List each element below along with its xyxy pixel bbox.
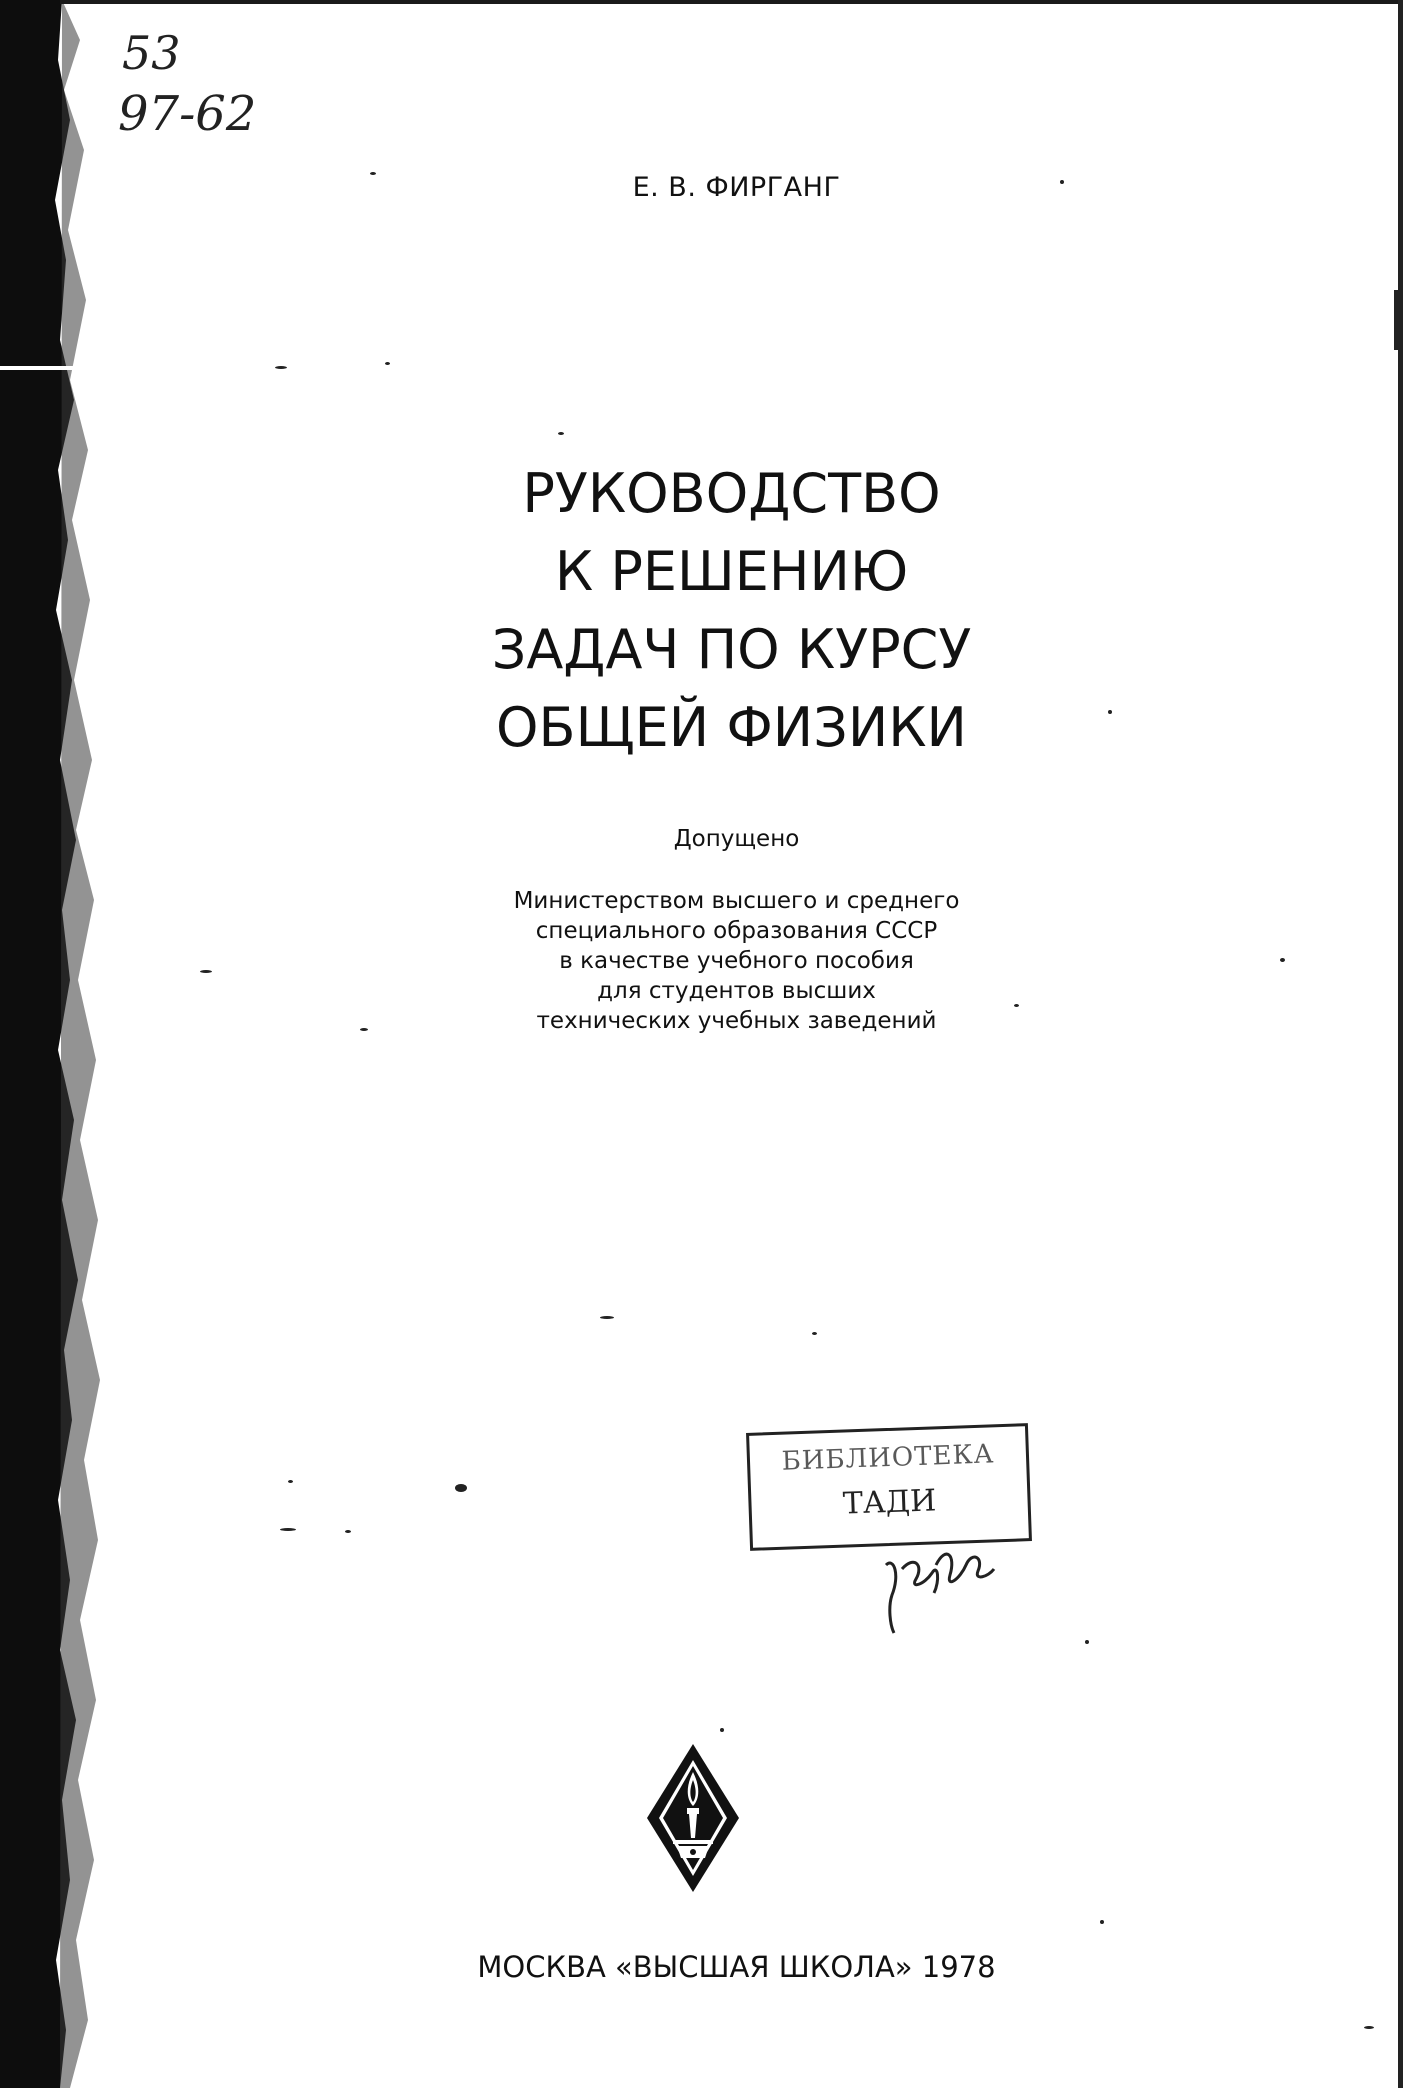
- approval-text: [0, 886, 1403, 1036]
- approval-line: технических учебных заведений: [536, 1008, 937, 1034]
- stamp-text-line: БИБЛИОТЕКА: [781, 1439, 995, 1477]
- scan-speck: [558, 432, 564, 435]
- scan-speck: [1085, 1640, 1089, 1644]
- scan-speck: [720, 1728, 724, 1732]
- scan-right-edge: [1389, 0, 1403, 2088]
- scan-speck: [812, 1332, 817, 1335]
- signature-mark: [880, 1535, 1000, 1635]
- scan-speck: [345, 1530, 351, 1533]
- scan-speck: [1060, 180, 1064, 184]
- scan-speck: [1280, 958, 1285, 962]
- title-line: К РЕШЕНИЮ: [554, 540, 909, 603]
- approval-heading: Допущено: [673, 826, 800, 852]
- scan-speck: [288, 1480, 293, 1483]
- title-line: ОБЩЕЙ ФИЗИКИ: [496, 696, 967, 759]
- book-title: [0, 455, 1403, 767]
- approval-line: в качестве учебного пособия: [559, 948, 914, 974]
- scan-speck: [1364, 2026, 1374, 2029]
- stamp-text-line: ТАДИ: [842, 1483, 937, 1522]
- approval-line: для студентов высших: [597, 978, 876, 1004]
- scan-speck: [275, 366, 287, 369]
- scan-speck: [370, 172, 376, 175]
- handwritten-catalog-number: 97-62: [118, 86, 257, 142]
- scan-speck: [385, 362, 390, 365]
- author-name: Е. В. ФИРГАНГ: [632, 172, 841, 203]
- handwritten-shelf-mark: 53: [122, 26, 181, 80]
- publisher-imprint: МОСКВА «ВЫСШАЯ ШКОЛА» 1978: [477, 1950, 996, 1984]
- scan-top-edge: [60, 0, 1403, 4]
- scan-speck: [600, 1316, 614, 1319]
- title-line: РУКОВОДСТВО: [522, 462, 941, 525]
- scan-speck: [1014, 1004, 1019, 1007]
- scan-speck: [280, 1528, 296, 1531]
- scan-speck: [200, 970, 212, 973]
- publisher-logo-icon: [645, 1742, 741, 1894]
- scan-speck: [1100, 1920, 1104, 1924]
- scan-speck: [455, 1484, 467, 1492]
- title-line: ЗАДАЧ ПО КУРСУ: [491, 618, 972, 681]
- scan-speck: [360, 1028, 368, 1031]
- approval-line: специального образования СССР: [535, 918, 938, 944]
- library-stamp: [746, 1423, 1032, 1551]
- scan-spine-edge: [0, 0, 110, 2088]
- scan-speck: [1108, 710, 1112, 714]
- approval-line: Министерством высшего и среднего: [513, 888, 960, 914]
